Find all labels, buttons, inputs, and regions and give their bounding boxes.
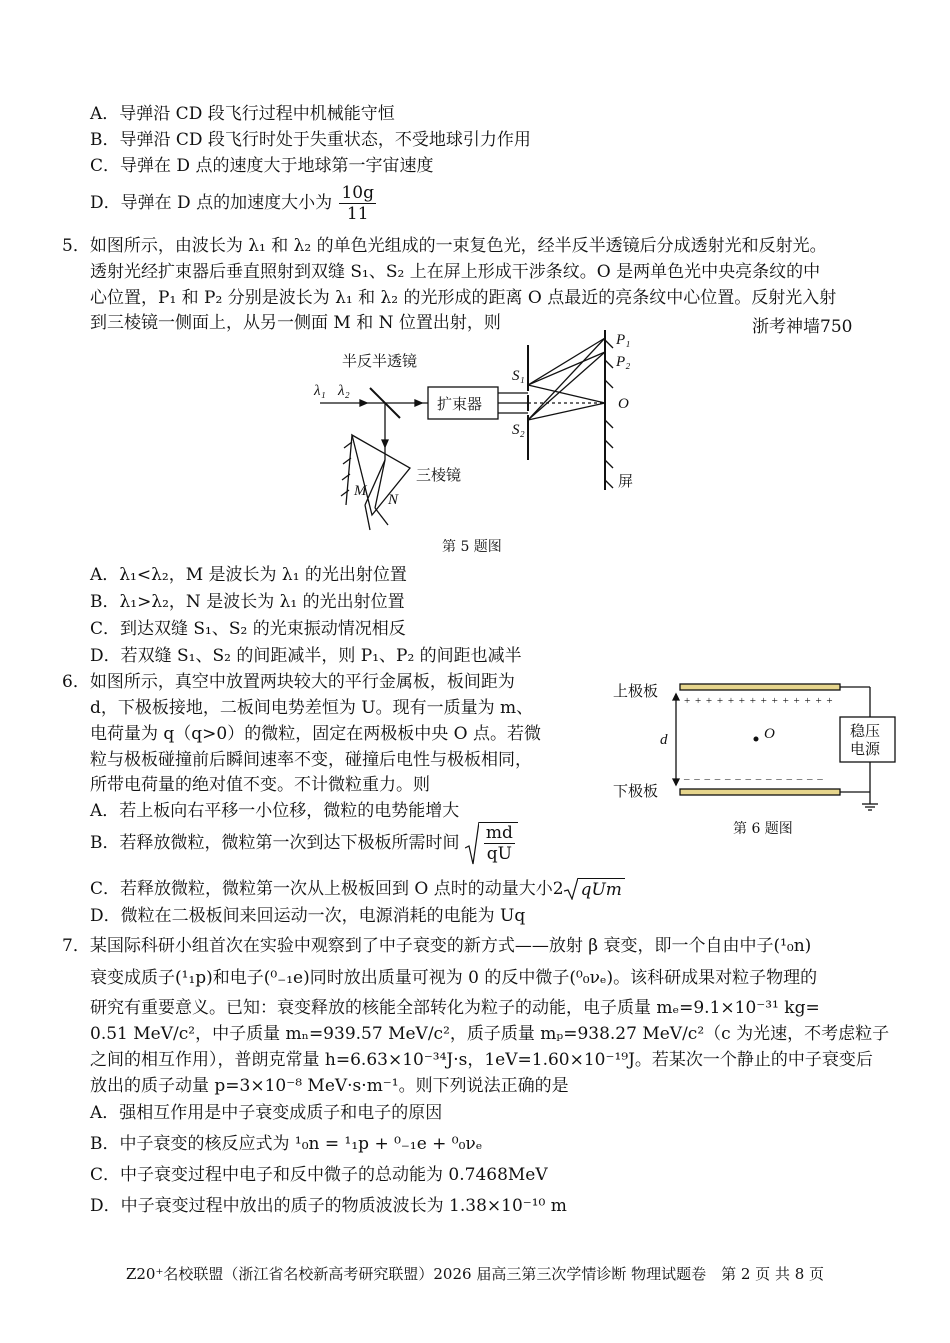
label-plus-charges: + + + + + + + + + + + + + +: [684, 695, 834, 707]
q4-option-d: [90, 183, 376, 224]
q5-option-a: A．λ₁<λ₂，M 是波长为 λ₁ 的光出射位置: [90, 565, 407, 585]
label-half-mirror: 半反半透镜: [342, 354, 418, 370]
label-s2: S₂: [512, 422, 525, 438]
label-lower-plate: 下极板: [613, 784, 659, 800]
radical-sign-icon: [564, 878, 578, 900]
label-d: d: [660, 732, 668, 748]
q6-stem-line2: d，下极板接地，二板间电势差恒为 U。现有一质量为 m、: [90, 698, 534, 718]
label-p2: P₂: [616, 354, 631, 370]
figure-5-diagram: [300, 330, 660, 535]
q5-stem-line4: 到三棱镜一侧面上，从另一侧面 M 和 N 位置出射，则: [90, 313, 501, 333]
q5-option-c: C．到达双缝 S₁、S₂ 的光束振动情况相反: [90, 619, 406, 639]
q7-stem-line2: 衰变成质子(¹₁p)和电子(⁰₋₁e)同时放出质量可视为 0 的反中微子(⁰₀νₑ)。该科研成果对粒子物理的: [90, 968, 818, 988]
q6-option-c: [90, 878, 625, 901]
fraction-numerator: 10g: [341, 183, 374, 203]
q6-option-c-coef: 2: [552, 879, 564, 899]
q5-stem-line3: 心位置，P₁ 和 P₂ 分别是波长为 λ₁ 和 λ₂ 的光形成的距离 O 点最近的亮条纹中心位置。反射光入射: [90, 288, 837, 308]
label-expander: 扩束器: [437, 397, 483, 413]
q4-option-c: C．导弹在 D 点的速度大于地球第一宇宙速度: [90, 156, 434, 176]
figure-6-caption: 第 6 题图: [733, 821, 793, 837]
label-minus-charges: – – – – – – – – – – – – – –: [684, 773, 824, 785]
label-lambda2: λ₂: [338, 383, 350, 399]
q5-stem-line2: 透射光经扩束器后垂直照射到双缝 S₁、S₂ 上在屏上形成干涉条纹。O 是两单色光中央亮条纹的中: [90, 262, 821, 282]
label-screen: 屏: [618, 474, 634, 490]
page-footer: Z20⁺名校联盟（浙江省名校新高考研究联盟）2026 届高三第三次学情诊断 物理试题卷 第 2 页 共 8 页: [125, 1265, 825, 1283]
q7-option-a: A．强相互作用是中子衰变成质子和电子的原因: [90, 1103, 443, 1123]
q6-option-b: [90, 822, 518, 864]
q4-option-d-prefix: D．导弹在 D 点的加速度大小为: [90, 193, 333, 213]
q4-option-d-fraction: [339, 183, 376, 224]
q6-stem-line5: 所带电荷量的绝对值不变。不计微粒重力。则: [90, 775, 430, 795]
q5-stem-line1: 5．如图所示，由波长为 λ₁ 和 λ₂ 的单色光组成的一束复色光，经半反半透镜后分成透射光和反射光。: [62, 236, 827, 256]
fraction-numerator: md: [485, 823, 513, 843]
q5-option-b: B．λ₁>λ₂，N 是波长为 λ₁ 的光出射位置: [90, 592, 405, 612]
fraction-denominator: 11: [346, 204, 369, 224]
figure-5-caption: 第 5 题图: [442, 539, 502, 555]
label-s1: S₁: [512, 368, 525, 384]
q6-option-b-prefix: B．若释放微粒，微粒第一次到达下极板所需时间: [90, 833, 460, 853]
q6-option-b-sqrt: [465, 822, 518, 864]
q6-option-d: D．微粒在二极板间来回运动一次，电源消耗的电能为 Uq: [90, 906, 526, 926]
fraction-denominator: qU: [486, 844, 513, 864]
label-p1: P₁: [616, 332, 631, 348]
q7-stem-line4: 0.51 MeV/c²，中子质量 mₙ=939.57 MeV/c²，质子质量 mₚ=938.27 MeV/c²（c 为光速，不考虑粒子: [90, 1024, 890, 1044]
q6-stem-line4: 粒与极板碰撞前后瞬间速率不变，碰撞后电性与极板相同，: [90, 750, 532, 770]
q7-stem-line1: 7．某国际科研小组首次在实验中观察到了中子衰变的新方式——放射 β 衰变，即一个自由中子(¹₀n): [62, 936, 812, 956]
watermark-text: 浙考神墙750: [752, 317, 853, 337]
label-lambda1: λ₁: [314, 383, 326, 399]
q4-option-a: A．导弹沿 CD 段飞行过程中机械能守恒: [90, 104, 395, 124]
label-n: N: [388, 492, 399, 508]
q7-stem-line3: 研究有重要意义。已知：衰变释放的核能全部转化为粒子的动能，电子质量 mₑ=9.1×10⁻³¹ kg=: [90, 998, 820, 1018]
q6-option-a: A．若上板向右平移一小位移，微粒的电势能增大: [90, 801, 460, 821]
radical-sign-icon: [465, 822, 479, 866]
label-o: O: [618, 396, 629, 412]
label-source-line2: 电源: [850, 742, 881, 758]
q5-option-d: D．若双缝 S₁、S₂ 的间距减半，则 P₁、P₂ 的间距也减半: [90, 646, 522, 666]
q4-option-b: B．导弹沿 CD 段飞行时处于失重状态，不受地球引力作用: [90, 130, 531, 150]
q6-stem-line3: 电荷量为 q（q>0）的微粒，固定在两极板中央 O 点。若微: [90, 724, 541, 744]
label-o: O: [764, 726, 775, 742]
q7-stem-line5: 之间的相互作用），普朗克常量 h=6.63×10⁻³⁴J·s，1eV=1.60×10⁻¹⁹J。若某次一个静止的中子衰变后: [90, 1050, 873, 1070]
q7-stem-line6: 放出的质子动量 p=3×10⁻⁸ MeV·s·m⁻¹。则下列说法正确的是: [90, 1076, 569, 1096]
label-upper-plate: 上极板: [613, 684, 659, 700]
q6-stem-line1: 6．如图所示，真空中放置两块较大的平行金属板，板间距为: [62, 672, 515, 692]
q7-option-b: B．中子衰变的核反应式为 ¹₀n = ¹₁p + ⁰₋₁e + ⁰₀νₑ: [90, 1134, 483, 1154]
q6-option-c-prefix: C．若释放微粒，微粒第一次从上极板回到 O 点时的动量大小: [90, 879, 553, 899]
q6-option-c-radicand: qUm: [578, 878, 625, 901]
q7-option-c: C．中子衰变过程中电子和反中微子的总动能为 0.7468MeV: [90, 1165, 548, 1185]
q7-option-d: D．中子衰变过程中放出的质子的物质波波长为 1.38×10⁻¹⁰ m: [90, 1196, 567, 1216]
q6-option-c-sqrt: [564, 878, 625, 901]
label-prism: 三棱镜: [416, 468, 462, 484]
label-source-line1: 稳压: [850, 724, 881, 740]
figure-6-diagram: [608, 672, 898, 812]
label-m: M: [354, 483, 367, 499]
